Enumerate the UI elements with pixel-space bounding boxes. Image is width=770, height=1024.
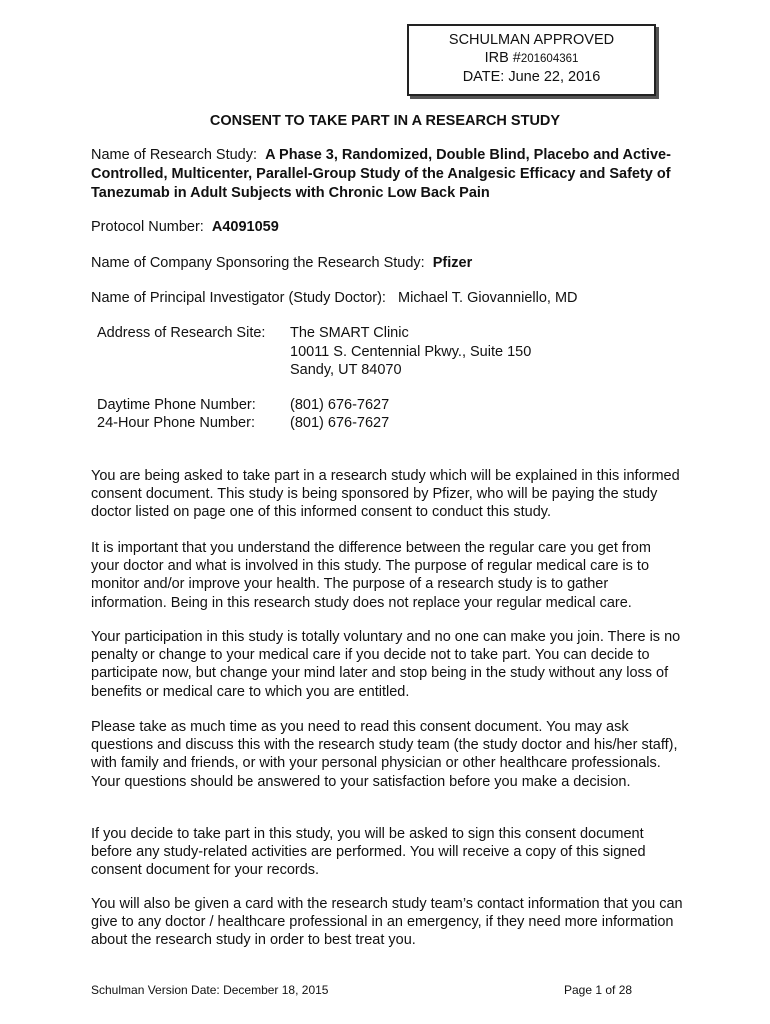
study-name-label: Name of Research Study: xyxy=(91,147,258,163)
irb-approval-stamp xyxy=(407,24,656,96)
address-line-1: The SMART Clinic xyxy=(290,325,409,341)
hour-phone-label: 24-Hour Phone Number: xyxy=(97,415,255,431)
study-name-value: A Phase 3, Randomized, Double Blind, Placebo and Active-Controlled, Multicenter, Parallel-Group Study of the Analgesic Efficacy and Safety of Tanezumab in Adult Subjects with Chronic Low Back Pain xyxy=(91,147,671,201)
sponsor xyxy=(91,254,691,273)
protocol-value: A4091059 xyxy=(211,219,279,235)
paragraph-5: If you decide to take part in this study, you will be asked to sign this consent document before any study-related activities are performed. You will receive a copy of this signed consent document for your records. xyxy=(91,826,646,879)
protocol-number xyxy=(91,218,691,237)
address-line-3: Sandy, UT 84070 xyxy=(290,362,402,378)
hour-phone-value: (801) 676-7627 xyxy=(290,415,390,431)
day-phone-label: Daytime Phone Number: xyxy=(97,397,256,413)
footer-page-number: Page 1 of 28 xyxy=(564,983,633,997)
sponsor-label: Name of Company Sponsoring the Research Study: xyxy=(91,255,425,271)
paragraph-2: It is important that you understand the difference between the regular care you get from your doctor and what is involved in this study. The purpose of regular medical care is to monitor and/or improve your health. The purpose of a research study is to gather information. Being in this research study does not replace your regular medical care. xyxy=(91,540,651,611)
study-name xyxy=(91,146,691,203)
sponsor-value: Pfizer xyxy=(432,255,473,271)
protocol-label: Protocol Number: xyxy=(91,219,204,235)
pi-label: Name of Principal Investigator (Study Doctor): xyxy=(91,290,386,306)
address-label: Address of Research Site: xyxy=(97,325,266,341)
stamp-irb-line xyxy=(409,49,654,68)
principal-investigator xyxy=(91,289,691,308)
page-title: CONSENT TO TAKE PART IN A RESEARCH STUDY xyxy=(209,113,561,129)
stamp-irb-prefix: IRB # xyxy=(484,50,521,66)
day-phone-value: (801) 676-7627 xyxy=(290,397,390,413)
paragraph-1: You are being asked to take part in a research study which will be explained in this informed consent document. This study is being sponsored by Pfizer, who will be paying the study doctor listed on page one of this informed consent to conduct this study. xyxy=(91,468,680,521)
address-line-2: 10011 S. Centennial Pkwy., Suite 150 xyxy=(290,344,532,360)
pi-value: Michael T. Giovanniello, MD xyxy=(398,290,578,306)
paragraph-3: Your participation in this study is totally voluntary and no one can make you join. There is no penalty or change to your medical care if you decide not to take part. You can decide to participate now, but change your mind later and stop being in the study without any loss of benefits or medical care to which you are entitled. xyxy=(91,629,681,700)
footer-version-date: Schulman Version Date: December 18, 2015 xyxy=(91,983,329,997)
paragraph-4: Please take as much time as you need to read this consent document. You may ask questions and discuss this with the research study team (the study doctor and his/her staff), with family and friends, or with your personal physician or other healthcare professionals. Your questions should be answered to your satisfaction before you make a decision. xyxy=(91,719,678,790)
stamp-date: DATE: June 22, 2016 xyxy=(462,69,601,85)
stamp-approved-text: SCHULMAN APPROVED xyxy=(448,32,615,48)
stamp-irb-number: 201604361 xyxy=(520,53,579,65)
paragraph-6: You will also be given a card with the research study team’s contact information that you can give to any doctor / healthcare professional in an emergency, if they need more information about the research study in order to best treat you. xyxy=(91,896,683,949)
